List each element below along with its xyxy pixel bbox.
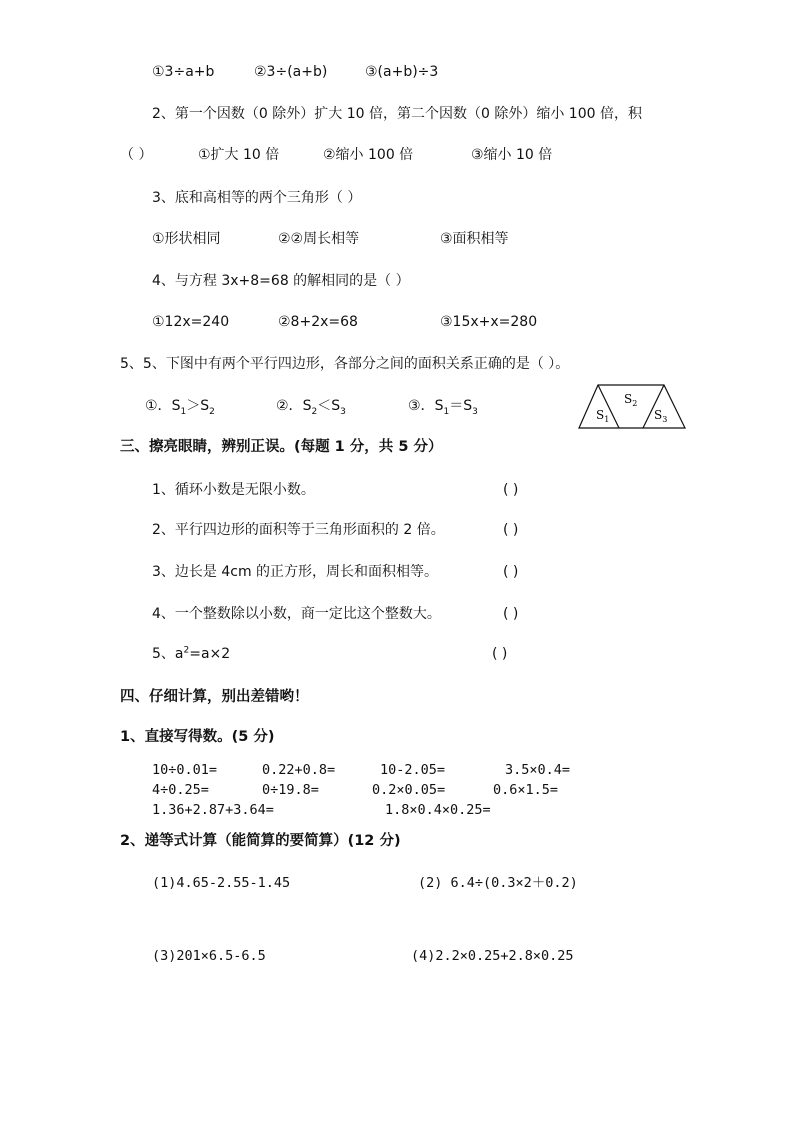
q5-option-2-a: S	[302, 398, 312, 414]
q5-option-3	[408, 397, 478, 415]
tf-item-5-prefix: 5、a	[152, 646, 184, 662]
tf-item-3-blank: ( )	[503, 564, 519, 580]
q3-option-2: ②②周长相等	[278, 231, 360, 247]
q2-option-1: ①扩大 10 倍	[198, 147, 280, 163]
calc-r1-c4: 3.5×0.4=	[505, 762, 571, 778]
tf-item-4-blank: ( )	[503, 606, 519, 622]
q5-option-2	[276, 397, 346, 415]
figure-label-s1: $S_1$	[596, 408, 610, 424]
q3-option-1: ①形状相同	[152, 231, 221, 247]
figure-label-s3: $S_3$	[654, 408, 668, 424]
q5-option-2-b: S	[331, 398, 341, 414]
q5-stem: 5、5、下图中有两个平行四边形，各部分之间的面积关系正确的是（ ）。	[120, 356, 570, 372]
tf-item-5-sup: 2	[183, 645, 190, 656]
tf-item-1: 1、循环小数是无限小数。	[152, 482, 315, 498]
section3-title: 三、擦亮眼睛，辨别正误。(每题 1 分，共 5 分）	[120, 439, 443, 455]
tf-item-4: 4、一个整数除以小数，商一定比这个整数大。	[152, 606, 441, 622]
q4-option-3: ③15x+x=280	[440, 314, 538, 330]
tf-item-5-suffix: =a×2	[189, 646, 231, 662]
calc-r1-c1: 10÷0.01=	[152, 762, 218, 778]
calc-r3-c1: 1.36+2.87+3.64=	[152, 802, 274, 818]
q5-option-3-a-sub: 1	[443, 406, 450, 417]
q5-option-1-a-sub: 1	[180, 406, 187, 417]
tf-item-3: 3、边长是 4cm 的正方形，周长和面积相等。	[152, 564, 439, 580]
q5-option-3-b: S	[463, 398, 473, 414]
q4-stem: 4、与方程 3x+8=68 的解相同的是（ ）	[152, 273, 410, 289]
tf-item-5	[152, 645, 230, 663]
q5-option-2-num: ②．	[276, 398, 303, 414]
q5-option-3-a: S	[434, 398, 444, 414]
q4-option-1: ①12x=240	[152, 314, 230, 330]
q2-answer-blank: （ ）	[120, 147, 153, 163]
q5-option-3-num: ③．	[408, 398, 435, 414]
stepcalc-1: (1)4.65-2.55-1.45	[152, 875, 291, 891]
calc-r2-c3: 0.2×0.05=	[372, 782, 446, 798]
parallelogram-figure	[576, 383, 688, 431]
stepcalc-4: (4)2.2×0.25+2.8×0.25	[411, 948, 574, 964]
q3-option-3: ③面积相等	[440, 231, 509, 247]
stepcalc-2: (2) 6.4÷(0.3×2＋0.2)	[418, 875, 578, 891]
calc-r1-c2: 0.22+0.8=	[262, 762, 336, 778]
tf-item-2-blank: ( )	[503, 522, 519, 538]
q5-option-2-rel: ＜	[317, 398, 332, 414]
q5-option-1-b: S	[200, 398, 210, 414]
q1-option-1: ①3÷a+b	[152, 64, 215, 80]
figure-label-s2: $S_2$	[624, 392, 638, 408]
q5-option-1-b-sub: 2	[209, 406, 215, 417]
q5-option-1	[145, 397, 215, 415]
calc-r1-c3: 10-2.05=	[380, 762, 446, 778]
calc-r2-c2: 0÷19.8=	[262, 782, 319, 798]
q5-option-3-b-sub: 3	[472, 406, 478, 417]
q4-option-2: ②8+2x=68	[278, 314, 358, 330]
q5-option-3-rel: ＝	[449, 398, 464, 414]
q3-stem: 3、底和高相等的两个三角形（ ）	[152, 190, 362, 206]
section4-title: 四、仔细计算，别出差错哟！	[120, 689, 309, 705]
stepcalc-3: (3)201×6.5-6.5	[152, 948, 266, 964]
section4-sub2-title: 2、递等式计算（能简算的要简算）(12 分)	[120, 833, 401, 849]
calc-r3-c2: 1.8×0.4×0.25=	[385, 802, 491, 818]
q1-option-3: ③(a+b)÷3	[365, 64, 439, 80]
tf-item-1-blank: ( )	[503, 482, 519, 498]
q5-option-2-a-sub: 2	[311, 406, 318, 417]
q5-option-1-num: ①．	[145, 398, 172, 414]
section4-sub1-title: 1、直接写得数。(5 分)	[120, 729, 275, 745]
q5-option-2-b-sub: 3	[340, 406, 346, 417]
q1-option-2: ②3÷(a+b)	[254, 64, 328, 80]
q5-option-1-rel: ＞	[186, 398, 201, 414]
calc-r2-c1: 4÷0.25=	[152, 782, 209, 798]
q2-stem: 2、第一个因数（0 除外）扩大 10 倍，第二个因数（0 除外）缩小 100 倍，积	[152, 106, 642, 122]
q5-option-1-a: S	[171, 398, 181, 414]
q2-option-2: ②缩小 100 倍	[323, 147, 414, 163]
tf-item-2: 2、平行四边形的面积等于三角形面积的 2 倍。	[152, 522, 445, 538]
calc-r2-c4: 0.6×1.5=	[493, 782, 559, 798]
q2-option-3: ③缩小 10 倍	[471, 147, 553, 163]
tf-item-5-blank: ( )	[492, 646, 508, 662]
